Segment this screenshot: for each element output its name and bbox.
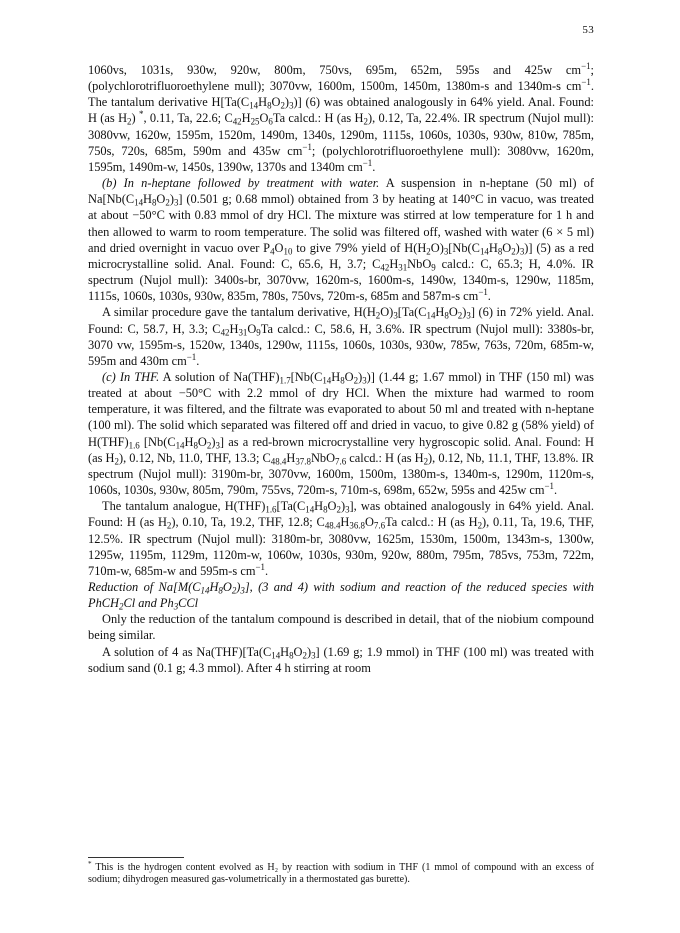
subscript: 36.8	[349, 520, 365, 531]
text-run: .	[264, 563, 269, 578]
text-run: Cl and Ph	[123, 596, 174, 611]
subscript: 3	[362, 375, 367, 386]
text-run: H	[389, 256, 399, 271]
text-run: O	[274, 240, 284, 255]
text-run: H	[184, 434, 194, 449]
subscript: 8	[151, 197, 157, 208]
paragraph	[88, 304, 594, 369]
subscript: 8	[340, 375, 345, 386]
paragraph	[88, 369, 594, 498]
text-run: O	[502, 240, 512, 255]
text-run: .	[553, 483, 558, 498]
text-run: O	[293, 644, 303, 659]
subscript: 2	[206, 440, 212, 451]
text-run: O	[259, 111, 269, 126]
text-run: ] (0.501 g; 0.68 mmol) obtained from 3 by heating at 140°C in vacuo, was treated at about −50°C with 0.83 mmol of dry HCl. The mixture was stirred at low temperature for 1 h and then allowed to warm to room temperature. The solid was filtered off, washed with water (6 × 5 ml) and dried overnight in vacuo over P	[88, 192, 594, 255]
subscript: 42	[232, 116, 242, 127]
subscript: 3	[443, 246, 449, 257]
text-run: H	[241, 111, 251, 126]
subscript: 8	[267, 100, 272, 111]
subscript: 2	[302, 650, 307, 661]
text-run: [Ta(C	[397, 305, 427, 320]
text-run: The tantalum analogue, H(THF)	[102, 499, 266, 514]
text-run: H	[143, 192, 152, 207]
text-run: ] as a red-brown microcrystalline very hygroscopic solid. Anal. Found: H (as H	[88, 434, 594, 465]
text-run: (c) In THF.	[102, 369, 160, 384]
subscript: 14	[134, 197, 144, 208]
subscript: 2	[511, 246, 516, 257]
text-run: CCl	[178, 596, 199, 611]
subscript: 2	[280, 100, 285, 111]
subscript: 2	[423, 456, 429, 467]
text-run: to give 79% yield of H(H	[292, 240, 427, 255]
superscript: −1	[478, 287, 488, 298]
superscript: −1	[362, 158, 373, 169]
text-run: ; (polychlorotrifluoroethylene mull): 3080vw, 1620m, 1595m, 1490m-w, 1450s, 1390w, 1370s and 1340m cm	[88, 143, 594, 174]
page-number: 53	[582, 24, 594, 36]
subscript: 6	[268, 116, 273, 127]
text-run: O)	[380, 305, 394, 320]
text-run: ), 0.12, Nb, 11.0, THF, 13.3; C	[118, 450, 271, 465]
text-run: A suspension in n-heptane (50 ml) of Na[Nb(C	[88, 176, 594, 207]
text-run: O	[197, 434, 207, 449]
subscript: 3	[345, 504, 350, 515]
subscript: 8	[193, 440, 198, 451]
text-run: ), 0.12, Nb, 11.1, THF, 13.8%. IR spectrum (Nujol mull): 3190m-br, 3070vw, 1600m, 1500m, 1380m-s, 1340m-s, 1290m, 1120m-s, 1060s, 1030s, 930w, 805m, 790m, 755vs, 720m-s, 710m-s, 698m, 652w, 595s and 425w cm	[88, 450, 594, 498]
subscript: 8	[444, 310, 449, 321]
subscript: 3	[289, 100, 294, 111]
subscript: 3	[240, 585, 245, 596]
text-run: (b) In n-heptane followed by treatment with water.	[102, 176, 380, 191]
subscript: 9	[431, 262, 436, 273]
subscript: 2	[336, 504, 341, 515]
subscript: 14	[249, 100, 259, 111]
text-run: Only the reduction of the tantalum compound is described in detail, that of the niobium compound being similar.	[88, 612, 594, 643]
text-run: calcd.: H (as H	[346, 450, 424, 465]
text-run: calcd.: C, 65.3; H, 4.0%. IR spectrum (Nujol mull): 3400s-br, 3070vw, 1620m-s, 1600m-s, 1490w, 1340m-s, 1290w, 1185m, 1115s, 1060s, 1030s, 930w, 835m, 780s, 750vs, 720m-s, 685m and 587m-s cm	[88, 256, 594, 304]
subscript: 14	[271, 650, 281, 661]
text-run: O	[448, 305, 458, 320]
subscript: 14	[479, 246, 489, 257]
subscript: 2	[353, 375, 359, 386]
text-run: H	[209, 580, 219, 594]
text-run: )	[358, 369, 363, 384]
subscript: 7.6	[335, 456, 347, 467]
text-run: H	[435, 305, 445, 320]
text-run: Ta calcd.: H (as H	[272, 111, 364, 126]
subscript: 31	[398, 262, 408, 273]
text-run: 1060vs, 1031s, 930w, 920w, 800m, 750vs, 695m, 652m, 595s and 425w cm	[88, 63, 582, 77]
text-run: H	[258, 95, 268, 110]
subscript: 25	[250, 116, 260, 127]
subscript: 2	[118, 601, 124, 612]
text-run: ], was obtained analogously in 64% yield. Anal. Found: H (as H	[88, 499, 595, 530]
subscript: 1.6	[128, 440, 140, 451]
subscript: 37.8	[295, 456, 311, 467]
text-run: O	[364, 515, 374, 530]
text-run: ; (polychlorotrifluoroethylene mull); 3070vw, 1600m, 1500m, 1450m, 1380m-s and 1340m-s cm	[88, 63, 594, 94]
text-run: [Nb(C	[448, 240, 480, 255]
subscript: 14	[200, 585, 210, 596]
text-run: [Nb(C	[290, 369, 323, 384]
text-run: O	[327, 499, 337, 514]
text-run: )] (5) as a red microcrystalline solid. Anal. Found: C, 65.6, H, 3.7; C	[88, 240, 595, 271]
superscript: −1	[302, 141, 312, 152]
superscript: −1	[544, 481, 554, 492]
subscript: 10	[283, 246, 293, 257]
subscript: 7.6	[373, 520, 386, 531]
subscript: 14	[175, 440, 185, 451]
text-run: .	[372, 159, 376, 174]
text-run: H	[340, 515, 350, 530]
subscript: 2	[231, 585, 237, 596]
subscript: 8	[323, 504, 328, 515]
text-run: [Nb(C	[139, 434, 176, 449]
superscript: *	[138, 109, 144, 120]
text-run: O	[344, 369, 354, 384]
subscript: 2	[426, 246, 431, 257]
subscript: 48.4	[270, 456, 287, 467]
text-run: ], (3 and 4) with sodium and reaction of the reduced species with PhCH	[88, 580, 594, 611]
text-run: H	[488, 240, 498, 255]
text-run: )	[131, 111, 139, 126]
text-run: H	[280, 644, 290, 659]
text-run: NbO	[407, 256, 432, 271]
subscript: 4	[270, 246, 275, 257]
subscript: 8	[289, 650, 294, 661]
text-run: . The tantalum derivative H[Ta(C	[88, 79, 594, 110]
superscript: −1	[581, 61, 591, 72]
subscript: 3	[519, 246, 525, 257]
paragraph	[88, 62, 594, 175]
text-run: )] (6) was obtained analogously in 64% yield. Anal. Found: H (as H	[88, 95, 594, 126]
text-run: .	[196, 353, 200, 368]
subscript: 31	[238, 326, 248, 337]
text-run: Ta calcd.: C, 58.6, H, 3.6%. IR spectrum (Nujol mull): 3380s-br, 3070 vw, 1595m-s, 1520w, 1340s, 1290w, 1115s, 1060s, 1030s, 930w, 785w, 763s, 720m, 685m-w, 595m and 430m cm	[88, 321, 594, 368]
text-run: H	[229, 321, 239, 336]
superscript: −1	[581, 77, 591, 88]
text-run: ] (6) in 72% yield. Anal. Found: C, 58.7, H, 3.3; C	[88, 305, 594, 336]
subscript: 3	[466, 310, 471, 321]
text-run: A solution of 4 as Na(THF)[Ta(C	[102, 644, 272, 659]
paragraph	[88, 175, 594, 304]
subscript: 1.6	[265, 504, 277, 515]
text-run: ), 0.12, Ta, 22.4%. IR spectrum (Nujol mull): 3080vw, 1620w, 1595m, 1520m, 1490m, 1340s, 1290m, 1115s, 1060s, 1030s, 930w, 810w, 785m, 750s, 720s, 685m, 590m and 435w cm	[88, 111, 594, 158]
subscript: 3	[215, 440, 220, 451]
text-run: )] (1.44 g; 1.67 mmol) in THF (150 ml) was treated at about −50°C with 2.2 mmol of dry HCl. When the mixture had warmed to room temperature, it was filtered, and the filtrate was evaporated to about 50 ml and treated with n-heptane (100 ml). The solid which separated was filtered off and dried in vacuo, to give 0.82 g (58% yield) of H(THF)	[88, 369, 594, 449]
text-run: , 0.11, Ta, 22.6; C	[143, 111, 233, 126]
subscript: 8	[497, 246, 503, 257]
text-run: H	[314, 499, 324, 514]
subscript: 42	[380, 262, 390, 273]
body-text	[88, 62, 594, 676]
paragraph	[88, 498, 594, 579]
footnote-marker: *	[88, 860, 92, 869]
text-run: ), 0.11, Ta, 19.6, THF, 12.5%. IR spectrum (Nujol mull): 3180m-br, 3080vw, 1625m, 1530m, 1500m, 1343m-s, 1300w, 1295w, 1195m, 1129m, 1120m-w, 1060w, 1030s, 930m, 920w, 880m, 795m, 785vs, 753m, 722m, 710m-w, 685m-w and 595m-s cm	[88, 515, 594, 578]
subscript: 2	[457, 310, 463, 321]
text-run: NbO	[310, 450, 336, 465]
subscript: 14	[305, 504, 315, 515]
paragraph	[88, 611, 594, 643]
text-run: O)	[430, 240, 444, 255]
subscript: 14	[426, 310, 436, 321]
subscript: 9	[256, 326, 261, 337]
subscript: 2	[477, 520, 483, 531]
subscript: 3	[393, 310, 398, 321]
subscript: 2	[166, 520, 172, 531]
text-run: )	[515, 240, 520, 255]
text-run: )	[340, 499, 346, 514]
text-run: )	[284, 95, 290, 110]
subscript: 3	[173, 197, 179, 208]
text-run: Ta calcd.: H (as H	[385, 515, 478, 530]
text-run: O	[156, 192, 166, 207]
subscript: 8	[218, 585, 223, 596]
subscript: 3	[311, 650, 316, 661]
text-run: [Ta(C	[276, 499, 306, 514]
text-run: ] (1.69 g; 1.9 mmol) in THF (100 ml) was treated with sodium sand (0.1 g; 4.3 mmol). After 4 h stirring at room	[88, 644, 594, 675]
text-run: )	[169, 192, 174, 207]
text-run: ), 0.10, Ta, 19.2, THF, 12.8; C	[171, 515, 325, 530]
footnote-text: This is the hydrogen content evolved as H₂ by reaction with sodium in THF (1 mmol of compound with an excess of sodium; dihydrogen measured gas-volumetrically in a thermostated gas burette).	[88, 862, 594, 885]
text-run: A solution of Na(THF)	[159, 369, 280, 384]
text-run: )	[236, 580, 241, 594]
superscript: −1	[186, 351, 197, 362]
subscript: 2	[165, 197, 170, 208]
subscript: 14	[322, 375, 332, 386]
text-run: H	[331, 369, 341, 384]
subscript: 48.4	[324, 520, 341, 531]
text-run: )	[462, 305, 467, 320]
section-heading	[88, 579, 594, 611]
text-run: H	[286, 450, 296, 465]
subscript: 2	[363, 116, 368, 127]
text-run: O	[222, 580, 232, 594]
text-run: O	[247, 321, 257, 336]
text-run: A similar procedure gave the tantalum derivative, H(H	[102, 305, 376, 320]
footnote	[88, 862, 594, 886]
subscript: 2	[127, 116, 132, 127]
text-run: )	[211, 434, 216, 449]
subscript: 2	[114, 456, 119, 467]
text-run: .	[487, 289, 491, 304]
text-run: )	[306, 644, 312, 659]
subscript: 2	[375, 310, 381, 321]
paragraph	[88, 644, 594, 676]
subscript: 42	[220, 326, 230, 337]
text-run: Reduction of Na[M(C	[88, 580, 201, 594]
footnote-rule	[88, 857, 184, 858]
superscript: −1	[255, 561, 265, 572]
text-run: O	[271, 95, 281, 110]
subscript: 3	[173, 601, 179, 612]
subscript: 1.7	[279, 375, 291, 386]
